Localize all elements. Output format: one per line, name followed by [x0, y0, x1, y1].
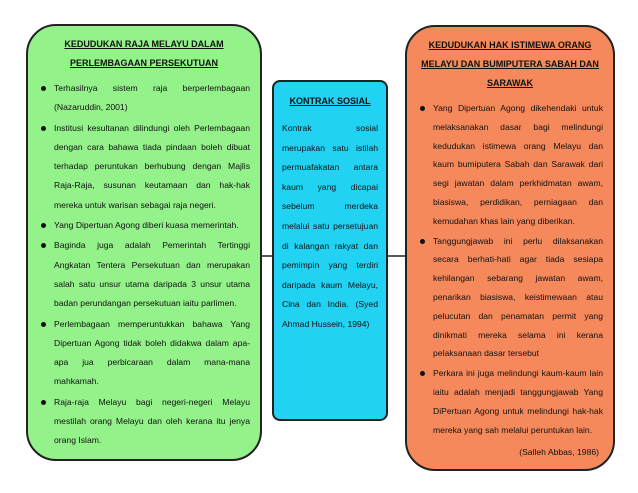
list-item: Yang Dipertuan Agong diberi kuasa memerintah.: [54, 216, 250, 235]
list-item: Yang Dipertuan Agong dikehendaki untuk melaksanakan dasar bagi melindungi kedudukan istimewa orang Melayu dan kaum bumiputera Sabah dan Sarawak dari segi jawatan dalam perkhidmatan awam, biasiswa, perdidikan, perniagaan dan kemudahan khas lain yang diberikan.: [433, 99, 603, 231]
list-item: Tanggungjawab ini perlu dilaksanakan secara berhati-hati agar tiada sesiapa kehilangan sebarang jawatan awam, penarikan biasiswa, keistimewaan atau pelucutan dan penamatan permit yang dinikmati mereka selama ini kerana pelaksanaan dasar tersebut: [433, 232, 603, 364]
raja-melayu-title: KEDUDUKAN RAJA MELAYU DALAM PERLEMBAGAAN PERSEKUTUAN: [64, 39, 224, 68]
hak-istimewa-list: [417, 99, 603, 439]
list-item: Raja-raja Melayu bagi negeri-negeri Melayu mestilah orang Melayu dan oleh kerana itu jenya orang Islam.: [54, 393, 250, 451]
citation: (Salleh Abbas, 1986): [519, 447, 599, 458]
kontrak-sosial-panel: [272, 80, 388, 421]
list-item: Terhasilnya sistem raja berperlembagaan (Nazaruddin, 2001): [54, 79, 250, 118]
hak-istimewa-title: KEDUDUKAN HAK ISTIMEWA ORANG MELAYU DAN BUMIPUTERA SABAH DAN SARAWAK: [421, 40, 599, 88]
hak-istimewa-panel: [405, 25, 615, 471]
raja-melayu-panel: [26, 24, 262, 461]
list-item: Baginda juga adalah Pemerintah Tertinggi Angkatan Tentera Persekutuan dan merupakan salah satu unsur utama daripada 3 unsur utama badan perundangan persekutuan iaitu parlimen.: [54, 236, 250, 313]
list-item: Perlembagaan memperuntukkan bahawa Yang Dipertuan Agong tidak boleh didakwa dalam apa-apa jua perbicaraan dalam mana-mana mahkamah.: [54, 315, 250, 392]
list-item: Perkara ini juga melindungi kaum-kaum lain iaitu adalah menjadi tanggungjawab Yang DiPertuan Agong untuk melindungi hak-hak mereka yang sah melalui peruntukan lain.: [433, 364, 603, 439]
list-item: Institusi kesultanan dilindungi oleh Perlembagaan dengan cara bahawa tiada pindaan boleh dibuat terhadap peruntukan berhubung dengan Majlis Raja-Raja, susunan keutamaan dan hak-hak mereka untuk warisan sebagai raja negeri.: [54, 119, 250, 215]
raja-melayu-list: [38, 79, 250, 451]
kontrak-sosial-body: Kontrak sosial merupakan satu istilah permuafakatan antara kaum yang dicapai sebelum merdeka melalui satu persetujuan di kalangan rakyat dan pemimpin yang terdiri daripada kaum Melayu, Cina dan India. (Syed Ahmad Hussein, 1994): [282, 123, 378, 329]
kontrak-sosial-title: KONTRAK SOSIAL: [289, 96, 371, 106]
